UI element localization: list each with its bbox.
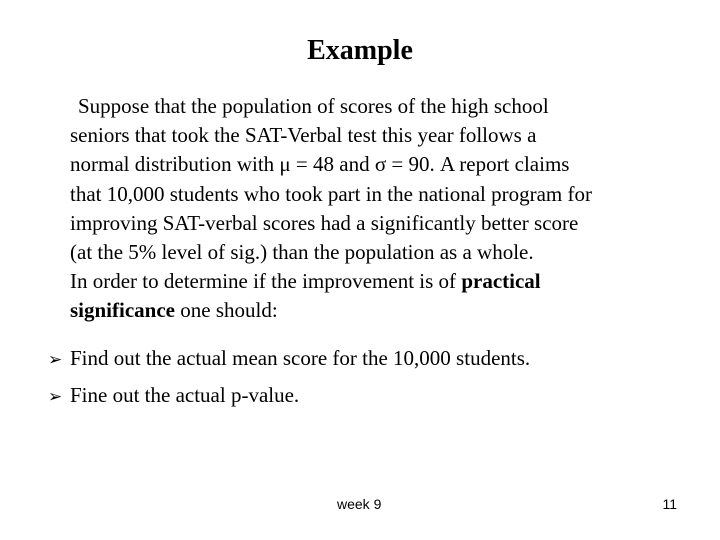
paragraph-text: Suppose that the population of scores of the high school (78, 94, 549, 118)
bullet-text: Fine out the actual p-value. (70, 383, 300, 407)
paragraph-line (70, 92, 690, 121)
paragraph-line (70, 238, 690, 267)
paragraph-line (70, 267, 690, 296)
slide-title: Example (307, 35, 413, 66)
bullet-item (48, 378, 688, 415)
slide-number: 11 (662, 496, 677, 512)
paragraph-text: In order to determine if the improvement is of (70, 269, 462, 294)
bullet-item (48, 341, 688, 378)
emphasis-significance: significance (70, 298, 175, 323)
paragraph-text: one should: (175, 298, 278, 323)
paragraph-line (70, 121, 690, 150)
example-paragraph (70, 92, 690, 326)
footer-week-label: week 9 (337, 496, 382, 512)
paragraph-line (70, 296, 690, 325)
paragraph-line (70, 150, 690, 179)
paragraph-line (70, 209, 690, 238)
paragraph-text: seniors that took the SAT-Verbal test this year follows a (70, 123, 537, 148)
bullet-list (48, 341, 688, 415)
arrow-bullet-icon: ➢ (48, 387, 63, 407)
paragraph-text: normal distribution with μ = 48 and σ = 90. A report claims (70, 152, 570, 177)
paragraph-text: improving SAT-verbal scores had a significantly better score (70, 210, 579, 235)
arrow-bullet-icon: ➢ (48, 350, 63, 370)
paragraph-text: that 10,000 students who took part in the national program for (70, 181, 592, 206)
bullet-text: Find out the actual mean score for the 10,000 students. (70, 346, 531, 370)
paragraph-text: (at the 5% level of sig.) than the population as a whole. (70, 240, 534, 265)
paragraph-line (70, 180, 690, 209)
emphasis-practical: practical (461, 269, 541, 294)
